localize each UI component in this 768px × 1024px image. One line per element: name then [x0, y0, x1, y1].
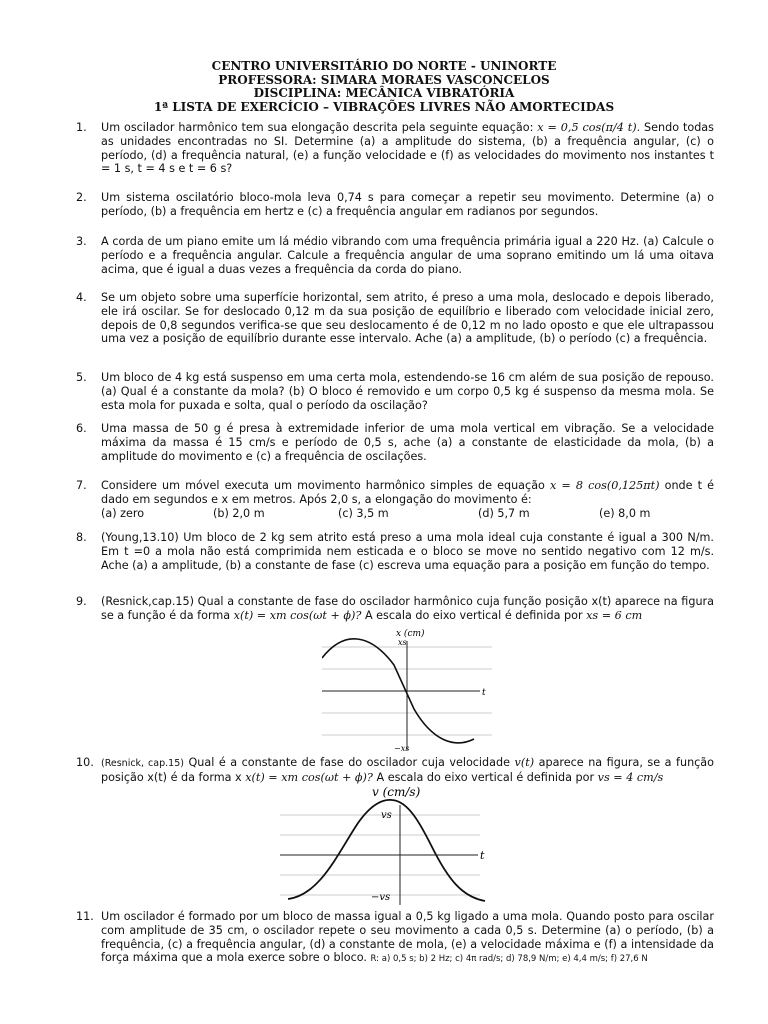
- option-c: (c) 3,5 m: [338, 506, 389, 520]
- equation: xs = 6 cm: [586, 608, 643, 622]
- y-axis-label: x (cm): [396, 629, 425, 639]
- list-title: 1ª LISTA DE EXERCÍCIO – VIBRAÇÕES LIVRES NÃO AMORTECIDAS: [153, 99, 615, 114]
- time-axis-label: t: [482, 688, 486, 698]
- question-8: 8. (Young,13.10) Um bloco de 2 kg sem atrito está preso a uma mola ideal cuja constante é igual a 300 N/m. Em t =0 a mola não está comprimida nem esticada e o bloco se move no sentido negativo com 12 m/s. Ache (a) a amplitude, (b) a constante de fase (c) escreva uma equação para a posição em função do tempo.: [76, 531, 714, 572]
- equation: x(t) = xm cos(ωt + ϕ)?: [245, 770, 373, 784]
- option-b: (b) 2,0 m: [213, 506, 265, 520]
- reference: (Resnick, cap.15): [101, 758, 184, 769]
- equation: x(t) = xm cos(ωt + ϕ)?: [233, 608, 362, 622]
- question-2: 2. Um sistema oscilatório bloco-mola leva 0,74 s para começar a repetir seu movimento. Determine (a) o período, (b) a frequência em hertz e (c) a frequência angular em radianos por segundos.: [76, 191, 714, 218]
- bottom-scale-label: −xs: [394, 744, 410, 753]
- bottom-scale-label: −vs: [371, 892, 391, 903]
- question-11: 11. Um oscilador é formado por um bloco de massa igual a 0,5 kg ligado a uma mola. Quando posto para oscilar com amplitude de 35 cm, o oscilador repete o seu movimento a cada 0,5 s. Determine (a) o período, (b) a frequência, (c) a frequência angular, (d) a constante de mola, (e) a velocidade máxima e (f) a intensidade da força máxima que a mola exerce sobre o bloco. R: a) 0,5 s; b) 2 Hz; c) 4π rad/s; d) 78,9 N/m; e) 4,4 m/s; f) 27,6 N: [76, 910, 714, 965]
- option-d: (d) 5,7 m: [478, 506, 530, 520]
- question-1: 1. Um oscilador harmônico tem sua elongação descrita pela seguinte equação: x = 0,5 cos(π/4 t). Sendo todas as unidades encontradas no SI. Determine (a) a amplitude do sistema, (b) a frequência angular, (c) o período, (d) a frequência natural, (e) a função velocidade e (f) as velocidades do movimento nos instantes t = 1 s, t = 4 s e t = 6 s?: [76, 121, 714, 176]
- figure-position-graph: [322, 625, 492, 755]
- answer-key: R: a) 0,5 s; b) 2 Hz; c) 4π rad/s; d) 78,9 N/m; e) 4,4 m/s; f) 27,6 N: [370, 954, 648, 965]
- question-3: 3. A corda de um piano emite um lá médio vibrando com uma frequência primária igual a 220 Hz. (a) Calcule o período e a frequência angular. Calcule a frequência angular de uma soprano emitindo um lá uma oitava acima, que é igual a duas vezes a frequência da corda do piano.: [76, 235, 714, 276]
- equation: x = 0,5 cos(π/4 t).: [537, 121, 641, 134]
- option-a: (a) zero: [101, 506, 145, 520]
- option-e: (e) 8,0 m: [599, 506, 651, 520]
- figure-velocity-graph: [280, 783, 500, 908]
- answer-options: [101, 507, 714, 521]
- question-5: 5. Um bloco de 4 kg está suspenso em uma certa mola, estendendo-se 16 cm além de sua posição de repouso. (a) Qual é a constante da mola? (b) O bloco é removido e um corpo 0,5 kg é suspenso da mesma mola. Se esta mola for puxada e solta, qual o período da oscilação?: [76, 371, 714, 412]
- question-7: 7. Considere um móvel executa um movimento harmônico simples de equação x = 8 cos(0,125πt) onde t é dado em segundos e x em metros. Após 2,0 s, a elongação do movimento é: (a) zero (b) 2,0 m (c) 3,5 m (d) 5,7 m (e) 8,0 m: [76, 479, 714, 520]
- question-9: 9. (Resnick,cap.15) Qual a constante de fase do oscilador harmônico cuja função posição x(t) aparece na figura se a função é da forma x(t) = xm cos(ωt + ϕ)? A escala do eixo vertical é definida por xs = 6 cm: [76, 595, 714, 622]
- question-6: 6. Uma massa de 50 g é presa à extremidade inferior de uma mola vertical em vibração. Se a velocidade máxima da massa é 15 cm/s e período de 0,5 s, ache (a) a constante de elasticidade da mola, (b) a amplitude do movimento e (c) a frequência de oscilações.: [76, 422, 714, 463]
- y-axis-label: v (cm/s): [372, 785, 421, 799]
- document-header: [0, 60, 768, 114]
- institution-title: CENTRO UNIVERSITÁRIO DO NORTE - UNINORTE: [211, 59, 557, 73]
- question-4: 4. Se um objeto sobre uma superfície horizontal, sem atrito, é preso a uma mola, deslocado e depois liberado, ele irá oscilar. Se for deslocado 0,12 m da sua posição de equilíbrio e liberado com velocidade inicial zero, depois de 0,8 segundos verifica-se que seu deslocamento é de 0,12 m no lado oposto e que ele ultrapassou uma vez a posição de equilíbrio durante esse intervalo. Ache (a) a amplitude, (b) o período (c) a frequência.: [76, 291, 714, 346]
- top-scale-label: vs: [381, 810, 392, 821]
- equation: x = 8 cos(0,125πt): [550, 479, 660, 492]
- question-10: 10. (Resnick, cap.15) Qual é a constante de fase do oscilador cuja velocidade v(t) aparece na figura, se a função posição x(t) é da forma x x(t) = xm cos(ωt + ϕ)? A escala do eixo vertical é definida por vs = 4 cm/s: [76, 756, 715, 784]
- equation: v(t): [514, 756, 535, 769]
- discipline-line: DISCIPLINA: MECÂNICA VIBRATÓRIA: [253, 86, 515, 100]
- top-scale-label: xs: [398, 638, 407, 647]
- equation: vs = 4 cm/s: [597, 770, 664, 784]
- time-axis-label: t: [480, 849, 485, 862]
- professor-line: PROFESSORA: SIMARA MORAES VASCONCELOS: [218, 72, 550, 87]
